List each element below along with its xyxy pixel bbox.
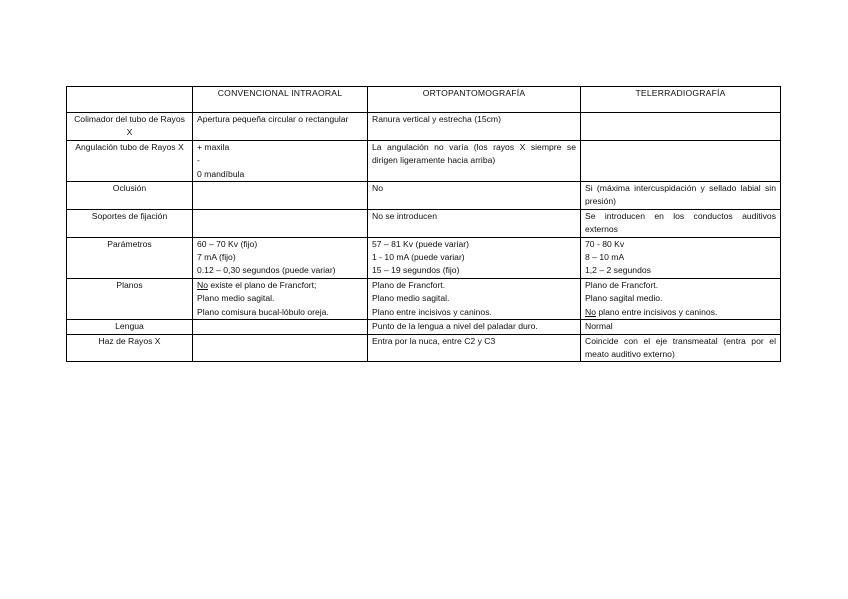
header-convencional: CONVENCIONAL INTRAORAL [193, 87, 368, 113]
cell-line: 57 – 81 Kv (puede variar) [372, 238, 469, 249]
row-label: Planos [67, 278, 193, 319]
table-row [67, 140, 781, 181]
cell-ortopantomografia: Punto de la lengua a nivel del paladar duro. [368, 320, 581, 334]
cell-line: 0.12 – 0,30 segundos (puede variar) [197, 265, 336, 276]
row-label: Haz de Rayos X [67, 334, 193, 362]
cell-line: - [197, 155, 200, 166]
cell-convencional [193, 320, 368, 334]
table-row [67, 320, 781, 334]
table-row [67, 209, 781, 237]
cell-line: Plano de Francfort. [372, 279, 446, 290]
table-row [67, 113, 781, 141]
cell-telerradiografia: Normal [581, 320, 781, 334]
cell-line: 0 mandíbula [197, 168, 245, 179]
row-label: Angulación tubo de Rayos X [67, 140, 193, 181]
cell-ortopantomografia [368, 278, 581, 319]
cell-line: 1,2 – 2 segundos [585, 265, 651, 276]
cell-convencional [193, 278, 368, 319]
table-row [67, 278, 781, 319]
header-telerradiografia: TELERRADIOGRAFÍA [581, 87, 781, 113]
table-row [67, 182, 781, 210]
cell-line: 1 - 10 mA (puede variar) [372, 252, 465, 263]
table-row [67, 237, 781, 278]
header-ortopantomografia: ORTOPANTOMOGRAFÍA [368, 87, 581, 113]
cell-line: 60 – 70 Kv (fijo) [197, 238, 258, 249]
underlined-negation: No [585, 306, 596, 317]
cell-telerradiografia [581, 237, 781, 278]
cell-line [197, 279, 363, 292]
header-row [67, 87, 781, 113]
row-label: Oclusión [67, 182, 193, 210]
cell-ortopantomografia: Entra por la nuca, entre C2 y C3 [368, 334, 581, 362]
cell-ortopantomografia: Ranura vertical y estrecha (15cm) [368, 113, 581, 141]
comparison-table [66, 86, 781, 362]
cell-line [585, 306, 776, 319]
cell-text: plano entre incisivos y caninos. [596, 306, 718, 317]
cell-ortopantomografia: No se introducen [368, 209, 581, 237]
cell-line: 8 – 10 mA [585, 252, 625, 263]
cell-convencional: Apertura pequeña circular o rectangular [193, 113, 368, 141]
cell-line: Plano medio sagital. [197, 293, 275, 304]
underlined-negation: No [197, 279, 208, 290]
cell-line: 15 – 19 segundos (fijo) [372, 265, 460, 276]
row-label: Parámetros [67, 237, 193, 278]
cell-line: 70 - 80 Kv [585, 238, 625, 249]
cell-line: Plano sagital medio. [585, 293, 663, 304]
cell-line: Plano comisura bucal-lóbulo oreja. [197, 306, 329, 317]
cell-line: Plano de Francfort. [585, 279, 659, 290]
cell-ortopantomografia: No [368, 182, 581, 210]
cell-telerradiografia [581, 140, 781, 181]
cell-convencional [193, 334, 368, 362]
cell-convencional [193, 182, 368, 210]
row-label: Colimador del tubo de Rayos X [67, 113, 193, 141]
header-empty [67, 87, 193, 113]
cell-telerradiografia [581, 278, 781, 319]
cell-line: Plano entre incisivos y caninos. [372, 306, 492, 317]
row-label: Lengua [67, 320, 193, 334]
table-row [67, 334, 781, 362]
cell-convencional [193, 237, 368, 278]
cell-telerradiografia: Si (máxima intercuspidación y sellado labial sin presión) [581, 182, 781, 210]
cell-line: Plano medio sagital. [372, 293, 450, 304]
cell-text: existe el plano de Francfort; [208, 279, 317, 290]
cell-line: + maxila [197, 141, 230, 152]
cell-telerradiografia: Se introducen en los conductos auditivos externos [581, 209, 781, 237]
cell-telerradiografia [581, 113, 781, 141]
cell-line: 7 mA (fijo) [197, 252, 236, 263]
cell-convencional [193, 140, 368, 181]
cell-telerradiografia: Coincide con el eje transmeatal (entra por el meato auditivo externo) [581, 334, 781, 362]
cell-ortopantomografia: La angulación no varía (los rayos X siempre se dirigen ligeramente hacia arriba) [368, 140, 581, 181]
cell-convencional [193, 209, 368, 237]
cell-ortopantomografia [368, 237, 581, 278]
row-label: Soportes de fijación [67, 209, 193, 237]
